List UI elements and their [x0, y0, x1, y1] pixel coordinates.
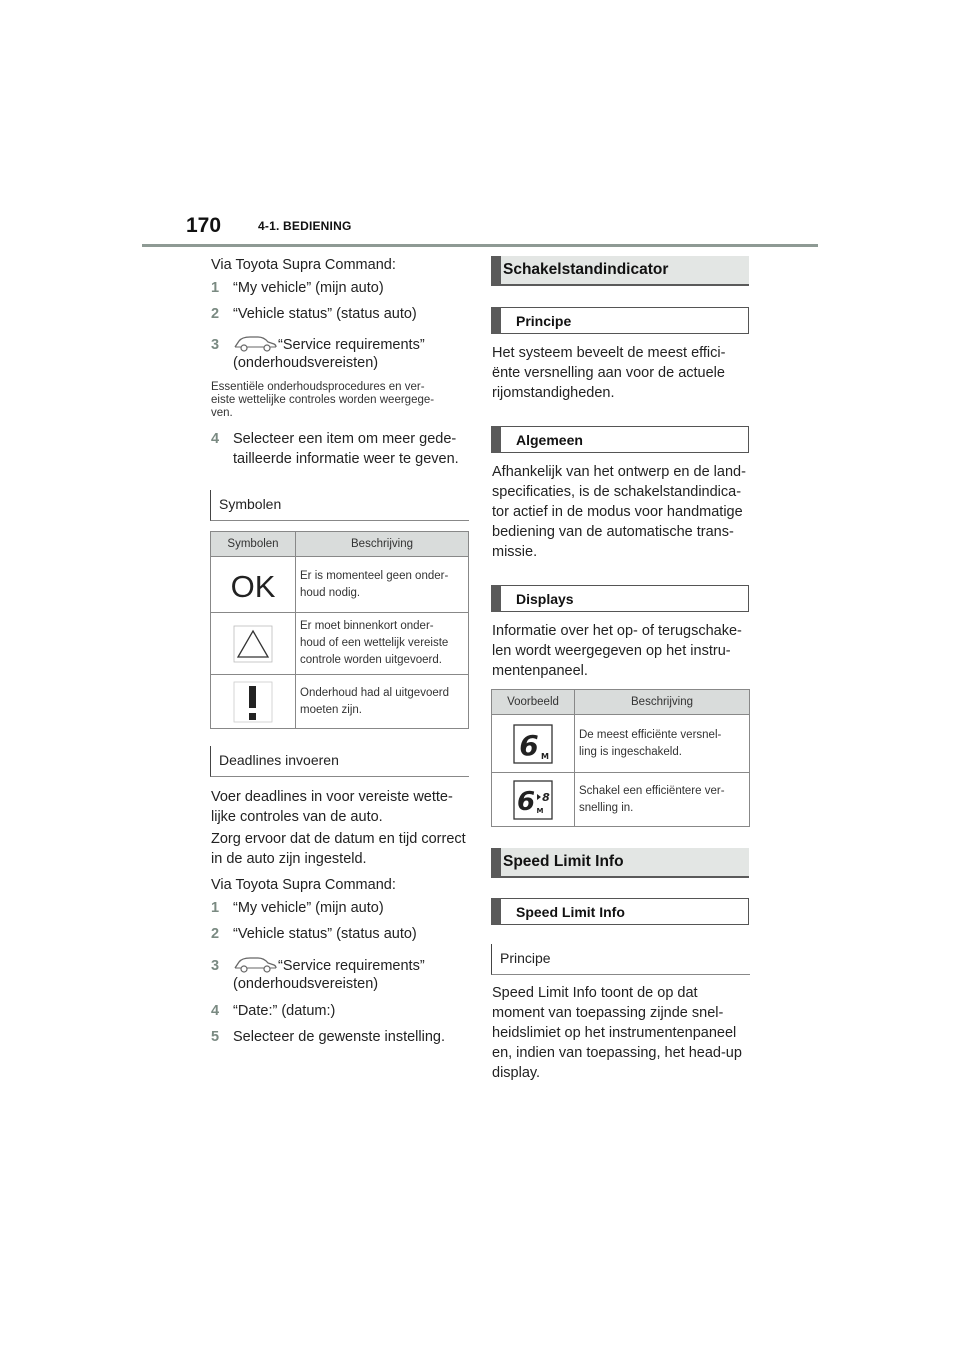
speed-limit-info-heading: Speed Limit Info	[491, 848, 749, 878]
step-number: 1	[211, 280, 220, 296]
column-header: Beschrijving	[296, 532, 469, 557]
intro-text: Via Toyota Supra Command:	[211, 257, 396, 273]
para-line: missie.	[492, 544, 538, 560]
para-line: len wordt weergegeven op het instru-	[492, 643, 731, 659]
step-number: 3	[211, 337, 220, 353]
desc-line: Er moet binnenkort onder-	[300, 620, 434, 632]
desc-line: Er is momenteel geen onder-	[300, 569, 449, 582]
gear-6-to-8-icon	[513, 780, 553, 820]
table-row	[492, 715, 750, 773]
step-3	[211, 333, 425, 355]
step-number: 2	[211, 926, 220, 942]
gear-6m-icon	[513, 724, 553, 764]
para-line: Voer deadlines in voor vereiste wette-	[211, 789, 453, 805]
symbols-table	[210, 531, 469, 729]
principe-heading: Principe	[491, 307, 749, 334]
desc-line: Schakel een efficiëntere ver-	[579, 784, 725, 797]
desc-line: Onderhoud had al uitgevoerd	[300, 686, 449, 699]
step-number: 2	[211, 306, 220, 322]
svg-text:OK: OK	[230, 568, 276, 604]
para-line: heidslimiet op het instrumentenpaneel	[492, 1025, 737, 1041]
para-line: Het systeem beveelt de meest effici-	[492, 345, 726, 361]
para-line: in de auto zijn ingesteld.	[211, 851, 367, 867]
ok-icon	[230, 567, 276, 604]
step-text: “Vehicle status” (status auto)	[233, 926, 417, 942]
symbols-heading: Symbolen	[210, 490, 469, 521]
car-icon	[232, 954, 278, 974]
column-header: Symbolen	[211, 532, 296, 557]
para-line: tor actief in de modus voor handmatige	[492, 504, 743, 520]
para-line: ënte versnelling aan voor de actuele	[492, 365, 725, 381]
table-row	[211, 675, 469, 729]
step-text: “My vehicle” (mijn auto)	[233, 900, 384, 916]
table-row	[492, 773, 750, 827]
step-3-continued: (onderhoudsvereisten)	[233, 976, 379, 992]
step-text: “My vehicle” (mijn auto)	[233, 280, 384, 296]
svg-text:M: M	[536, 806, 544, 815]
deadlines-paragraph	[211, 787, 453, 827]
displays-paragraph	[492, 621, 742, 681]
step-number: 5	[211, 1029, 220, 1045]
step-1	[211, 278, 384, 298]
step-4	[211, 429, 456, 449]
algemeen-paragraph	[492, 462, 746, 562]
step-3-continued: (onderhoudsvereisten)	[233, 355, 379, 371]
schakelstand-heading: Schakelstandindicator	[491, 256, 749, 286]
step-2	[211, 924, 417, 944]
para-line: rijomstandigheden.	[492, 385, 615, 401]
step-2	[211, 304, 417, 324]
note-line: Essentiële onderhoudsprocedures en ver-	[211, 381, 425, 393]
para-line: Speed Limit Info toont de op dat	[492, 985, 698, 1001]
gear-table	[491, 689, 750, 827]
step-text: Selecteer de gewenste instelling.	[233, 1029, 445, 1045]
note-line: ven.	[211, 407, 233, 419]
column-header: Voorbeeld	[492, 690, 575, 715]
deadlines-heading: Deadlines invoeren	[210, 746, 469, 777]
svg-text:M: M	[541, 751, 549, 761]
exclamation-icon	[233, 680, 273, 724]
para-line: mentenpaneel.	[492, 663, 588, 679]
step-text: “Date:” (datum:)	[233, 1003, 336, 1019]
para-line: bediening van de automatische trans-	[492, 524, 734, 540]
svg-text:6: 6	[519, 728, 539, 762]
desc-line: snelling in.	[579, 801, 634, 814]
desc-line: De meest efficiënte versnel-	[579, 728, 722, 741]
step-4-continued: tailleerde informatie weer te geven.	[233, 451, 459, 467]
para-line: Afhankelijk van het ontwerp en de land-	[492, 464, 746, 480]
table-row	[211, 613, 469, 675]
step-text: “Service requirements”	[278, 958, 425, 974]
section-title: 4-1. BEDIENING	[258, 219, 352, 233]
step-text: Selecteer een item om meer gede-	[233, 431, 457, 447]
step-5	[211, 1027, 445, 1047]
principe-heading-2: Principe	[491, 944, 750, 975]
para-line: specificaties, is de schakelstandindica-	[492, 484, 742, 500]
step-text: “Service requirements”	[278, 337, 425, 353]
step-text: “Vehicle status” (status auto)	[233, 306, 417, 322]
header-divider	[142, 244, 818, 247]
note-line: eiste wettelijke controles worden weergege-	[211, 394, 435, 406]
para-line: lijke controles van de auto.	[211, 809, 383, 825]
desc-line: houd nodig.	[300, 586, 361, 599]
displays-heading: Displays	[491, 585, 749, 612]
sli-paragraph	[492, 983, 742, 1083]
datetime-paragraph	[211, 829, 466, 869]
warning-triangle-icon	[233, 624, 273, 664]
desc-line: controle worden uitgevoerd.	[300, 654, 442, 666]
intro-text-2: Via Toyota Supra Command:	[211, 877, 396, 893]
step-number: 1	[211, 900, 220, 916]
svg-text:8: 8	[542, 790, 550, 804]
para-line: display.	[492, 1065, 541, 1081]
desc-line: houd of een wettelijk vereiste	[300, 637, 449, 649]
step-1	[211, 898, 384, 918]
desc-line: ling is ingeschakeld.	[579, 745, 682, 758]
step-3	[211, 954, 425, 976]
desc-line: moeten zijn.	[300, 703, 363, 716]
svg-text:6: 6	[516, 786, 536, 817]
para-line: Informatie over het op- of terugschake-	[492, 623, 742, 639]
step-4	[211, 1001, 335, 1021]
column-header: Beschrijving	[575, 690, 750, 715]
para-line: Zorg ervoor dat de datum en tijd correct	[211, 831, 466, 847]
principe-paragraph	[492, 343, 725, 403]
car-icon	[232, 333, 278, 353]
step-number: 4	[211, 431, 220, 447]
sli-subheading: Speed Limit Info	[491, 898, 749, 925]
note-text	[211, 381, 471, 420]
step-number: 3	[211, 958, 220, 974]
table-row	[211, 557, 469, 613]
page-number: 170	[186, 214, 222, 237]
para-line: moment van toepassing zijnde snel-	[492, 1005, 724, 1021]
step-number: 4	[211, 1003, 220, 1019]
para-line: en, indien van toepassing, het head-up	[492, 1045, 742, 1061]
algemeen-heading: Algemeen	[491, 426, 749, 453]
